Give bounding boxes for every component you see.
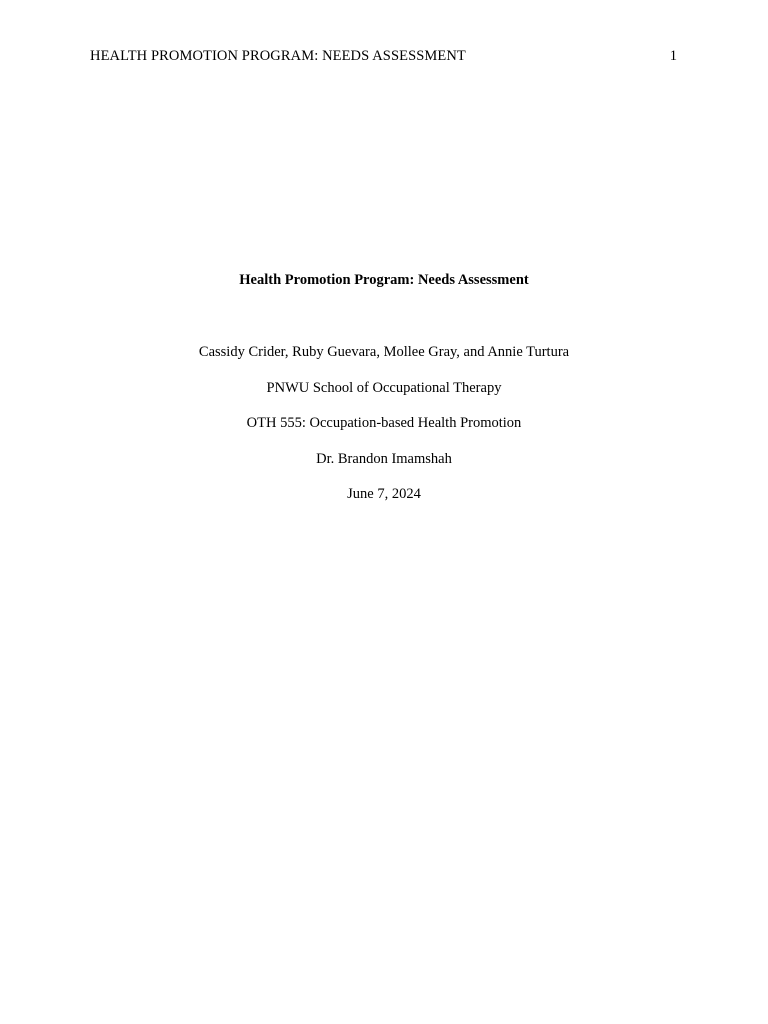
- course-name: OTH 555: Occupation-based Health Promotion: [246, 415, 522, 431]
- institution: PNWU School of Occupational Therapy: [266, 380, 502, 396]
- author-list: Cassidy Crider, Ruby Guevara, Mollee Gray, and Annie Turtura: [198, 344, 570, 360]
- paper-title: Health Promotion Program: Needs Assessment: [239, 272, 529, 288]
- submission-date: June 7, 2024: [347, 486, 421, 502]
- running-head: HEALTH PROMOTION PROGRAM: NEEDS ASSESSMENT: [90, 48, 466, 64]
- instructor-name: Dr. Brandon Imamshah: [316, 451, 452, 467]
- page-number: 1: [669, 48, 677, 64]
